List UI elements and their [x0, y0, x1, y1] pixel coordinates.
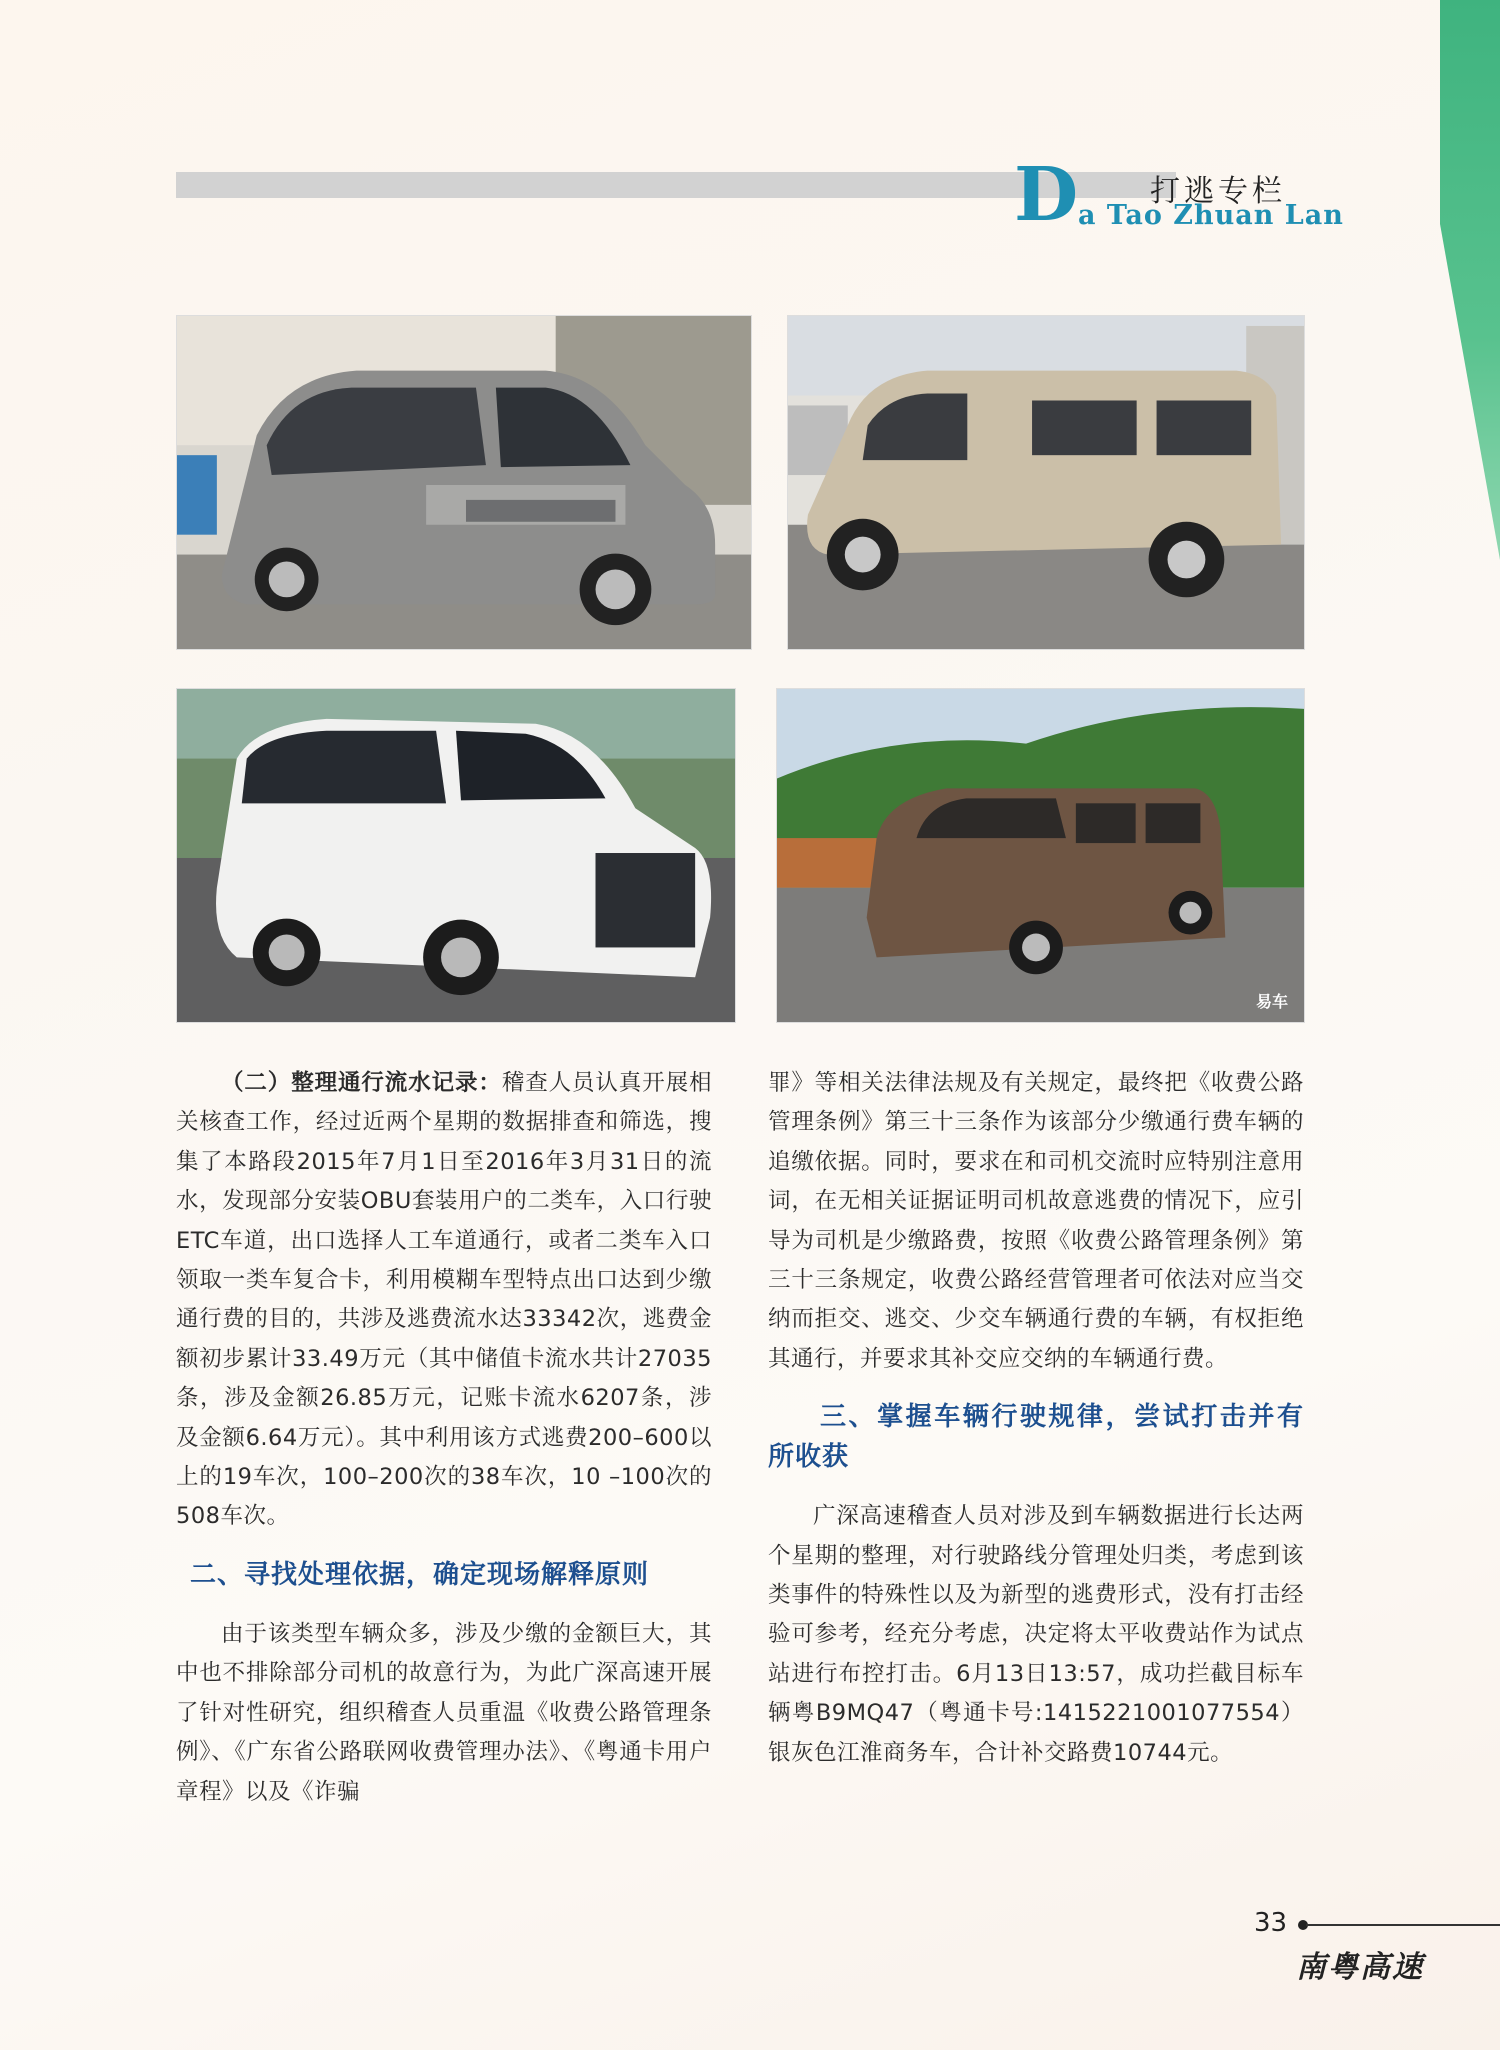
footer-rule — [1306, 1924, 1500, 1926]
brown-mpv-photo — [776, 688, 1305, 1023]
page-number: 33 — [1254, 1908, 1288, 1938]
beige-van-photo — [787, 315, 1305, 650]
watermark-label: 易车 — [1255, 992, 1288, 1011]
corner-decoration — [1440, 0, 1500, 560]
white-luxury-mpv-photo — [176, 688, 736, 1023]
paragraph — [176, 1064, 712, 1537]
paragraph-lead: （二）整理通行流水记录： — [221, 1070, 502, 1096]
left-text-column — [176, 1064, 712, 1812]
silver-minivan-photo — [176, 315, 752, 650]
column-title-en: a Tao Zhuan Lan — [1078, 200, 1344, 231]
section-heading-2: 二、寻找处理依据，确定现场解释原则 — [190, 1559, 650, 1590]
paragraph: 罪》等相关法律法规及有关规定，最终把《收费公路管理条例》第三十三条作为该部分少缴通行费车辆的追缴依据。同时，要求在和司机交流时应特别注意用词，在无相关证据证明司机故意逃费的情况下，应引导为司机是少缴路费，按照《收费公路管理条例》第三十三条规定，收费公路经营管理者可依法对应当交纳而拒交、逃交、少交车辆通行费的车辆，有权拒绝其通行，并要求其补交应交纳的车辆通行费。 — [768, 1070, 1304, 1372]
paragraph: 广深高速稽查人员对涉及到车辆数据进行长达两个星期的整理，对行驶路线分管理处归类，考虑到该类事件的特殊性以及为新型的逃费形式，没有打击经验可参考，经充分考虑，决定将太平收费站作为试点站进行布控打击。6月13日13:57，成功拦截目标车辆粤B9MQ47（粤通卡号:1415221001077554）银灰色江淮商务车，合计补交路费10744元。 — [768, 1503, 1304, 1766]
column-title-cn: 打逃专栏 — [1150, 174, 1286, 209]
magazine-name: 南粤高速 — [1296, 1950, 1424, 1985]
paragraph: 由于该类型车辆众多，涉及少缴的金额巨大，其中也不排除部分司机的故意行为，为此广深高速开展了针对性研究，组织稽查人员重温《收费公路管理条例》、《广东省公路联网收费管理办法》、《粤通卡用户章程》以及《诈骗 — [176, 1620, 712, 1805]
right-text-column — [768, 1064, 1304, 1773]
column-logo-letter: D — [1014, 152, 1079, 238]
paragraph-body: 稽查人员认真开展相关核查工作，经过近两个星期的数据排查和筛选，搜集了本路段2015年7月1日至2016年3月31日的流水，发现部分安装OBU套装用户的二类车，入口行驶ETC车道，出口选择人工车道通行，或者二类车入口领取一类车复合卡，利用模糊车型特点出口达到少缴通行费的目的，共涉及逃费流水达33342次，逃费金额初步累计33.49万元（其中储值卡流水共计27035条，涉及金额26.85万元，记账卡流水6207条，涉及金额6.64万元）。其中利用该方式逃费200–600以上的19车次，100–200次的38车次，10 –100次的508车次。 — [176, 1070, 712, 1530]
section-heading-3: 三、掌握车辆行驶规律，尝试打击并有所收获 — [768, 1402, 1304, 1473]
